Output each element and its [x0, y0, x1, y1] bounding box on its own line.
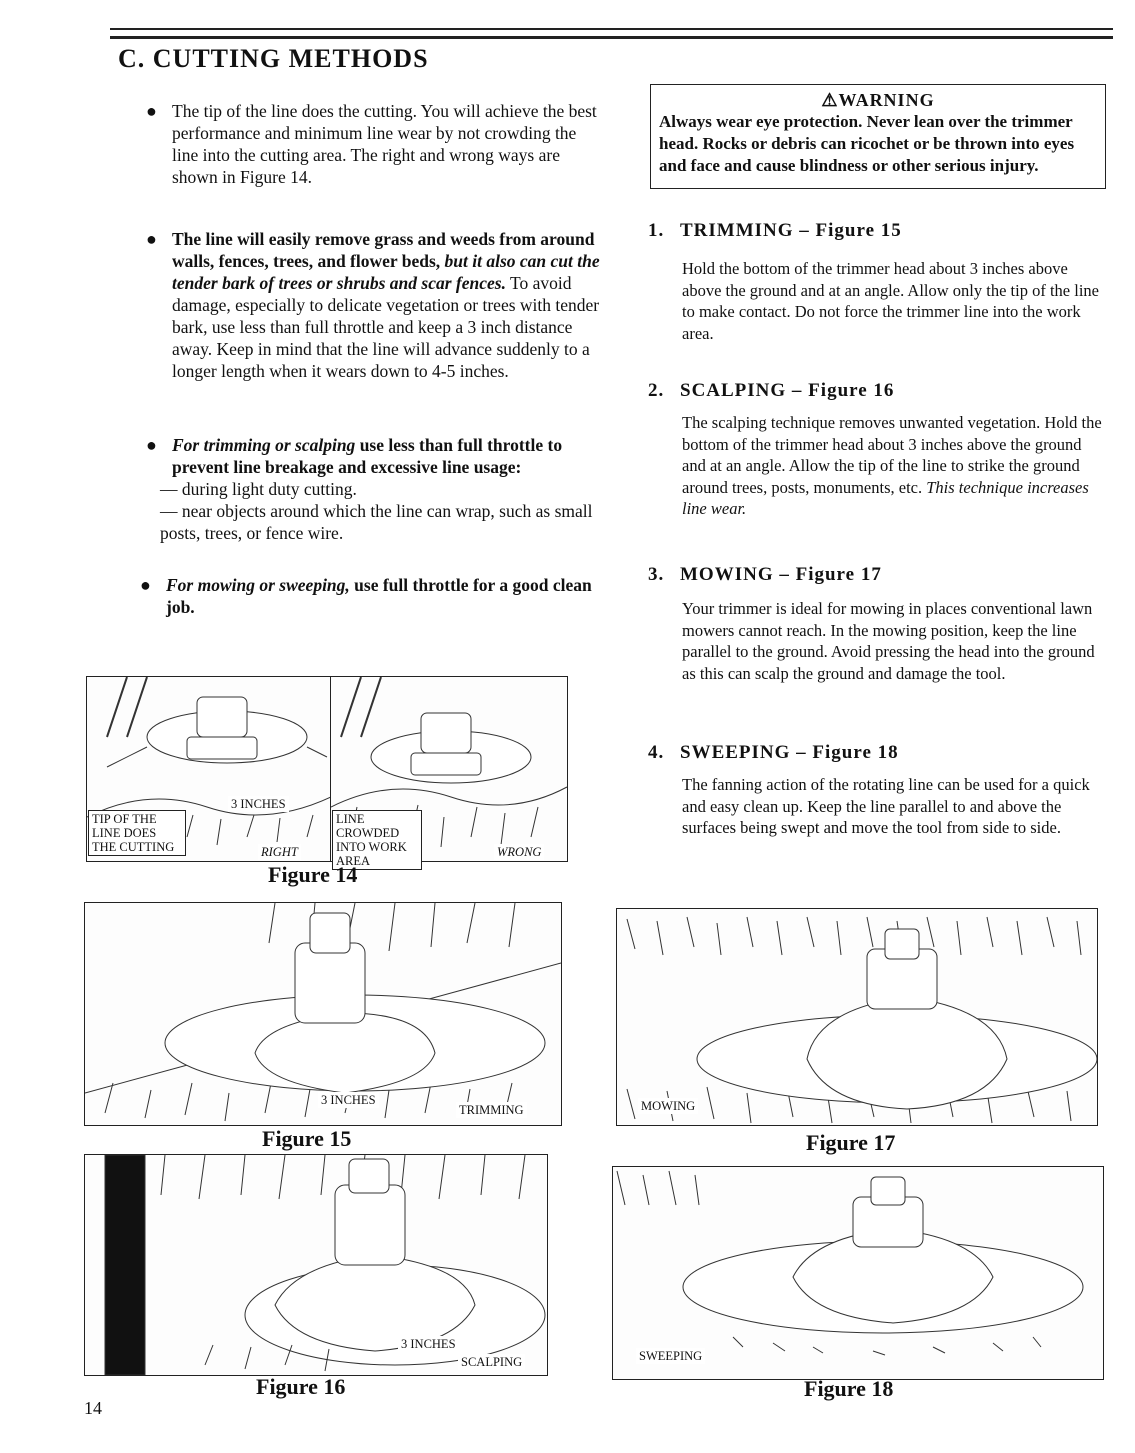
figure-17-caption: Figure 17 [806, 1130, 896, 1155]
bullet-line-removes-grass [146, 228, 602, 382]
section-number: 1. [648, 220, 665, 241]
warning-box [650, 84, 1106, 189]
bullet-tip-of-line [146, 100, 602, 188]
figure-14-wrong-label: WRONG [494, 844, 544, 860]
bullet-bold-text: use less than full throttle to prevent line breakage and excessive line usage: [172, 435, 563, 477]
figure-15-trimming-label: TRIMMING [456, 1102, 527, 1118]
section-number: 4. [648, 742, 665, 763]
bullet-italic-text: For mowing or sweeping, [166, 575, 350, 595]
section-heading-text: MOWING – Figure 17 [680, 564, 882, 585]
figure-16-inches-label: 3 INCHES [398, 1336, 459, 1352]
figure-14-right-label: RIGHT [258, 844, 301, 860]
bullet-text: The tip of the line does the cutting. You will achieve the best performance and minimum line wear by not crowding the line into the cutting area. The right and wrong ways are shown in Figure 14. [172, 101, 597, 187]
section-body-sweeping: The fanning action of the rotating line can be used for a quick and easy clean up. Keep the line parallel to and above the surfaces being swept and move the tool from side to side. [682, 775, 1090, 837]
bullet-icon: ● [140, 575, 151, 595]
figure-14-inches-label: 3 INCHES [228, 796, 289, 812]
bullet-mowing-sweeping [140, 574, 596, 618]
bullet-icon: ● [146, 101, 157, 121]
figure-17-mowing-label: MOWING [638, 1098, 698, 1114]
top-rule [110, 28, 1113, 30]
dash-item: — during light duty cutting. [160, 479, 357, 499]
section-number: 2. [648, 380, 665, 401]
section-body-trimming: Hold the bottom of the trimmer head about 3 inches above above the ground and at an angle. Allow only the tip of the line to make contact. Do not force the trimmer line into the work area. [682, 259, 1099, 343]
bullet-trimming-scalping [146, 434, 602, 544]
section-italic-note: This technique increases line wear. [682, 477, 1089, 518]
bullet-italic-text: For trimming or scalping [172, 435, 356, 455]
figure-18-caption: Figure 18 [804, 1376, 894, 1401]
warning-title: ⚠WARNING [821, 90, 935, 110]
figure-14-caption: Figure 14 [268, 862, 358, 887]
figure-15-inches-label: 3 INCHES [318, 1092, 379, 1108]
trimmer-illustration [617, 909, 1097, 1125]
section-heading-text: SCALPING – Figure 16 [680, 380, 895, 401]
bullet-icon: ● [146, 435, 157, 455]
figure-18-sweeping-label: SWEEPING [636, 1348, 705, 1364]
dash-item: — near objects around which the line can wrap, such as small posts, trees, or fence wire. [160, 501, 593, 543]
warning-text: Always wear eye protection. Never lean over the trimmer head. Rocks or debris can ricochet or be thrown into eyes and face and cause blindness or other serious injury. [659, 112, 1075, 175]
section-heading-trimming [648, 220, 902, 242]
section-heading-sweeping [648, 742, 899, 764]
trimmer-illustration [85, 1155, 547, 1375]
section-title: C. CUTTING METHODS [118, 44, 429, 73]
page-number: 14 [84, 1398, 102, 1418]
section-body-text: The scalping technique removes unwanted vegetation. Hold the bottom of the trimmer head about 3 inches above the ground and at an angle. Allow the tip of the line to strike the ground around trees, posts, monuments, etc. [682, 413, 1102, 497]
figure-16-illustration [84, 1154, 548, 1376]
figure-15-caption: Figure 15 [262, 1126, 352, 1151]
bullet-bolditalic-text: but it also can cut the tender bark of trees or shrubs and scar fences. [172, 251, 600, 293]
top-rule-2 [110, 36, 1113, 39]
bullet-icon: ● [146, 229, 157, 249]
figure-14-crowded-label: LINE CROWDED INTO WORK AREA [332, 810, 422, 870]
bullet-bold-text: use full throttle for a good clean job. [166, 575, 592, 617]
bullet-rest-text: To avoid damage, especially to delicate vegetation or trees with tender bark, use less than full throttle and keep a 3 inch distance away. Keep in mind that the line will advance suddenly to a longer length when it wears down to 4-5 inches. [172, 273, 600, 381]
section-body-mowing: Your trimmer is ideal for mowing in places conventional lawn mowers cannot reach. In the mowing position, keep the line parallel to the ground. Avoid pressing the head into the ground as this can scalp the ground and damage the tool. [682, 599, 1095, 683]
section-heading-scalping [648, 380, 894, 402]
section-heading-text: TRIMMING – Figure 15 [680, 220, 902, 241]
figure-16-caption: Figure 16 [256, 1374, 346, 1399]
section-heading-text: SWEEPING – Figure 18 [680, 742, 899, 763]
figure-16-scalping-label: SCALPING [458, 1354, 525, 1370]
figure-17-illustration [616, 908, 1098, 1126]
bullet-bold-text: The line will easily remove grass and weeds from around walls, fences, trees, and flower beds, [172, 229, 595, 271]
section-body-scalping [682, 412, 1102, 520]
section-number: 3. [648, 564, 665, 585]
section-heading-mowing [648, 564, 882, 586]
figure-14-tip-label: TIP OF THE LINE DOES THE CUTTING [88, 810, 186, 856]
